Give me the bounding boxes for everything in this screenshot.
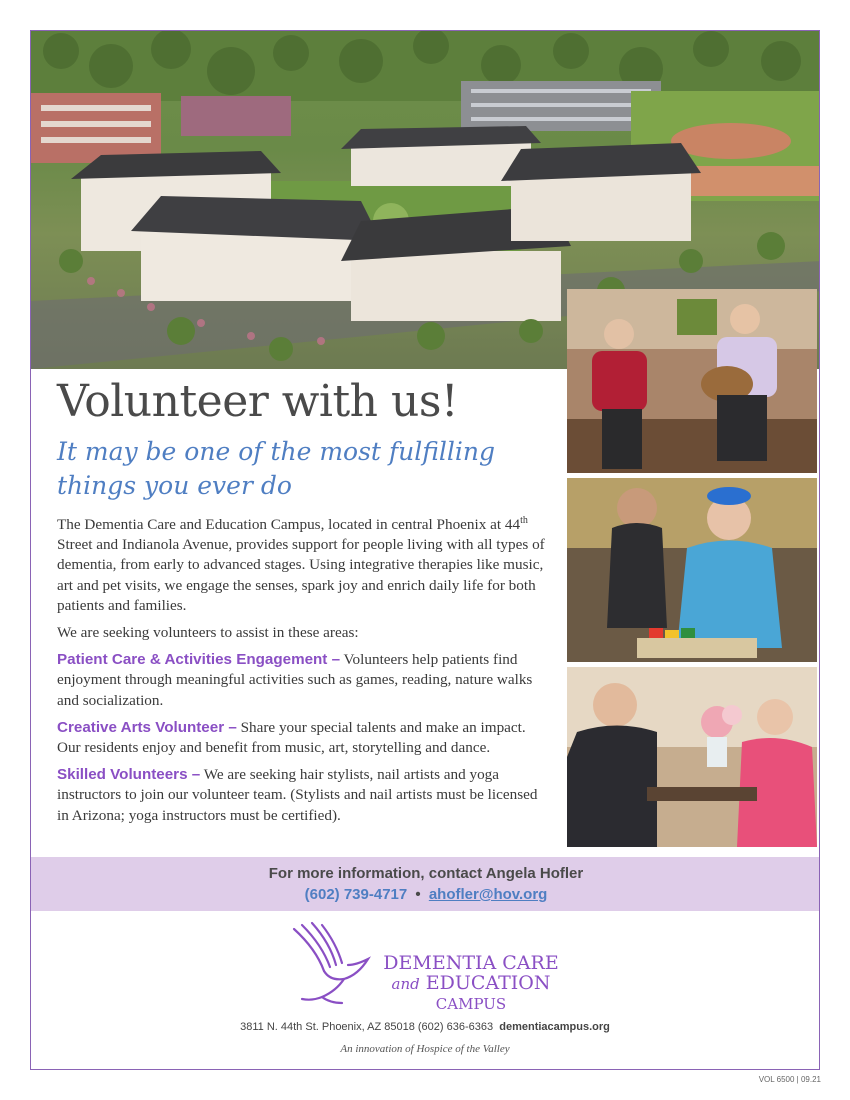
footer-address — [31, 1021, 819, 1033]
flyer-frame — [30, 30, 820, 1070]
intro-superscript: th — [520, 514, 528, 526]
hand-dove-logo-icon — [286, 919, 381, 1011]
photo-guitar-music-session — [567, 289, 817, 473]
contact-email-link[interactable]: ahofler@hov.org — [428, 886, 548, 903]
area-title-creative-arts: Creative Arts Volunteer – — [57, 718, 237, 736]
contact-separator: • — [415, 886, 421, 903]
logo-line-1: DEMENTIA CARE — [383, 952, 559, 974]
footer-tagline: An innovation of Hospice of the Valley — [340, 1043, 510, 1055]
website-link[interactable]: dementiacampus.org — [499, 1021, 610, 1033]
logo-education: EDUCATION — [425, 972, 551, 994]
body-copy — [57, 515, 545, 833]
logo-line-2 — [381, 973, 561, 994]
area-paragraph-creative-arts — [57, 718, 545, 758]
logo-and: and — [391, 975, 420, 993]
subtitle: It may be one of the most fulfilling things you ever do — [57, 437, 496, 500]
intro-paragraph — [57, 515, 545, 616]
contact-band — [31, 857, 820, 911]
volume-number: VOL 6500 | 09.21 — [758, 1075, 821, 1084]
logo-line-3: CAMPUS — [435, 995, 507, 1013]
page-title: Volunteer with us! — [57, 376, 459, 427]
contact-line — [31, 886, 820, 903]
photo-games-activity — [567, 478, 817, 662]
area-text-skilled: We are seeking hair stylists, nail artists and yoga instructors to join our volunteer team. (Stylists and nail artists must be licensed in Arizona; yoga instructors must be certified). — [57, 766, 538, 824]
seeking-paragraph: We are seeking volunteers to assist in these areas: — [57, 624, 359, 642]
area-paragraph-skilled — [57, 765, 545, 826]
guitar-scene-illustration — [567, 289, 817, 473]
photo-nail-care — [567, 667, 817, 847]
area-title-patient-care: Patient Care & Activities Engagement – — [57, 651, 341, 669]
area-title-skilled: Skilled Volunteers – — [57, 766, 201, 784]
games-scene-illustration — [567, 478, 817, 662]
nail-care-scene-illustration — [567, 667, 817, 847]
area-text-creative-arts: Share your special talents and make an impact. Our residents enjoy and benefit from music, art, storytelling and dance. — [57, 718, 526, 757]
logo-wordmark — [381, 953, 561, 1014]
area-paragraph-patient-care — [57, 650, 545, 711]
address-text: 3811 N. 44th St. Phoenix, AZ 85018 (602) 636-6363 — [240, 1021, 494, 1033]
contact-phone[interactable]: (602) 739-4717 — [304, 886, 408, 903]
intro-text-start: The Dementia Care and Education Campus, located in central Phoenix at 44 — [57, 516, 521, 533]
area-text-patient-care: Volunteers help patients find enjoyment through meaningful activities such as games, reading, nature walks and socialization. — [57, 651, 533, 709]
intro-text-end: Street and Indianola Avenue, provides support for people living with all types of dementia, from early to advanced stages. Using integrative therapies like music, art and pet visits, we engage the senses, spark joy and enrich daily life for both patients and families. — [57, 536, 545, 614]
contact-title: For more information, contact Angela Hofler — [268, 865, 584, 882]
